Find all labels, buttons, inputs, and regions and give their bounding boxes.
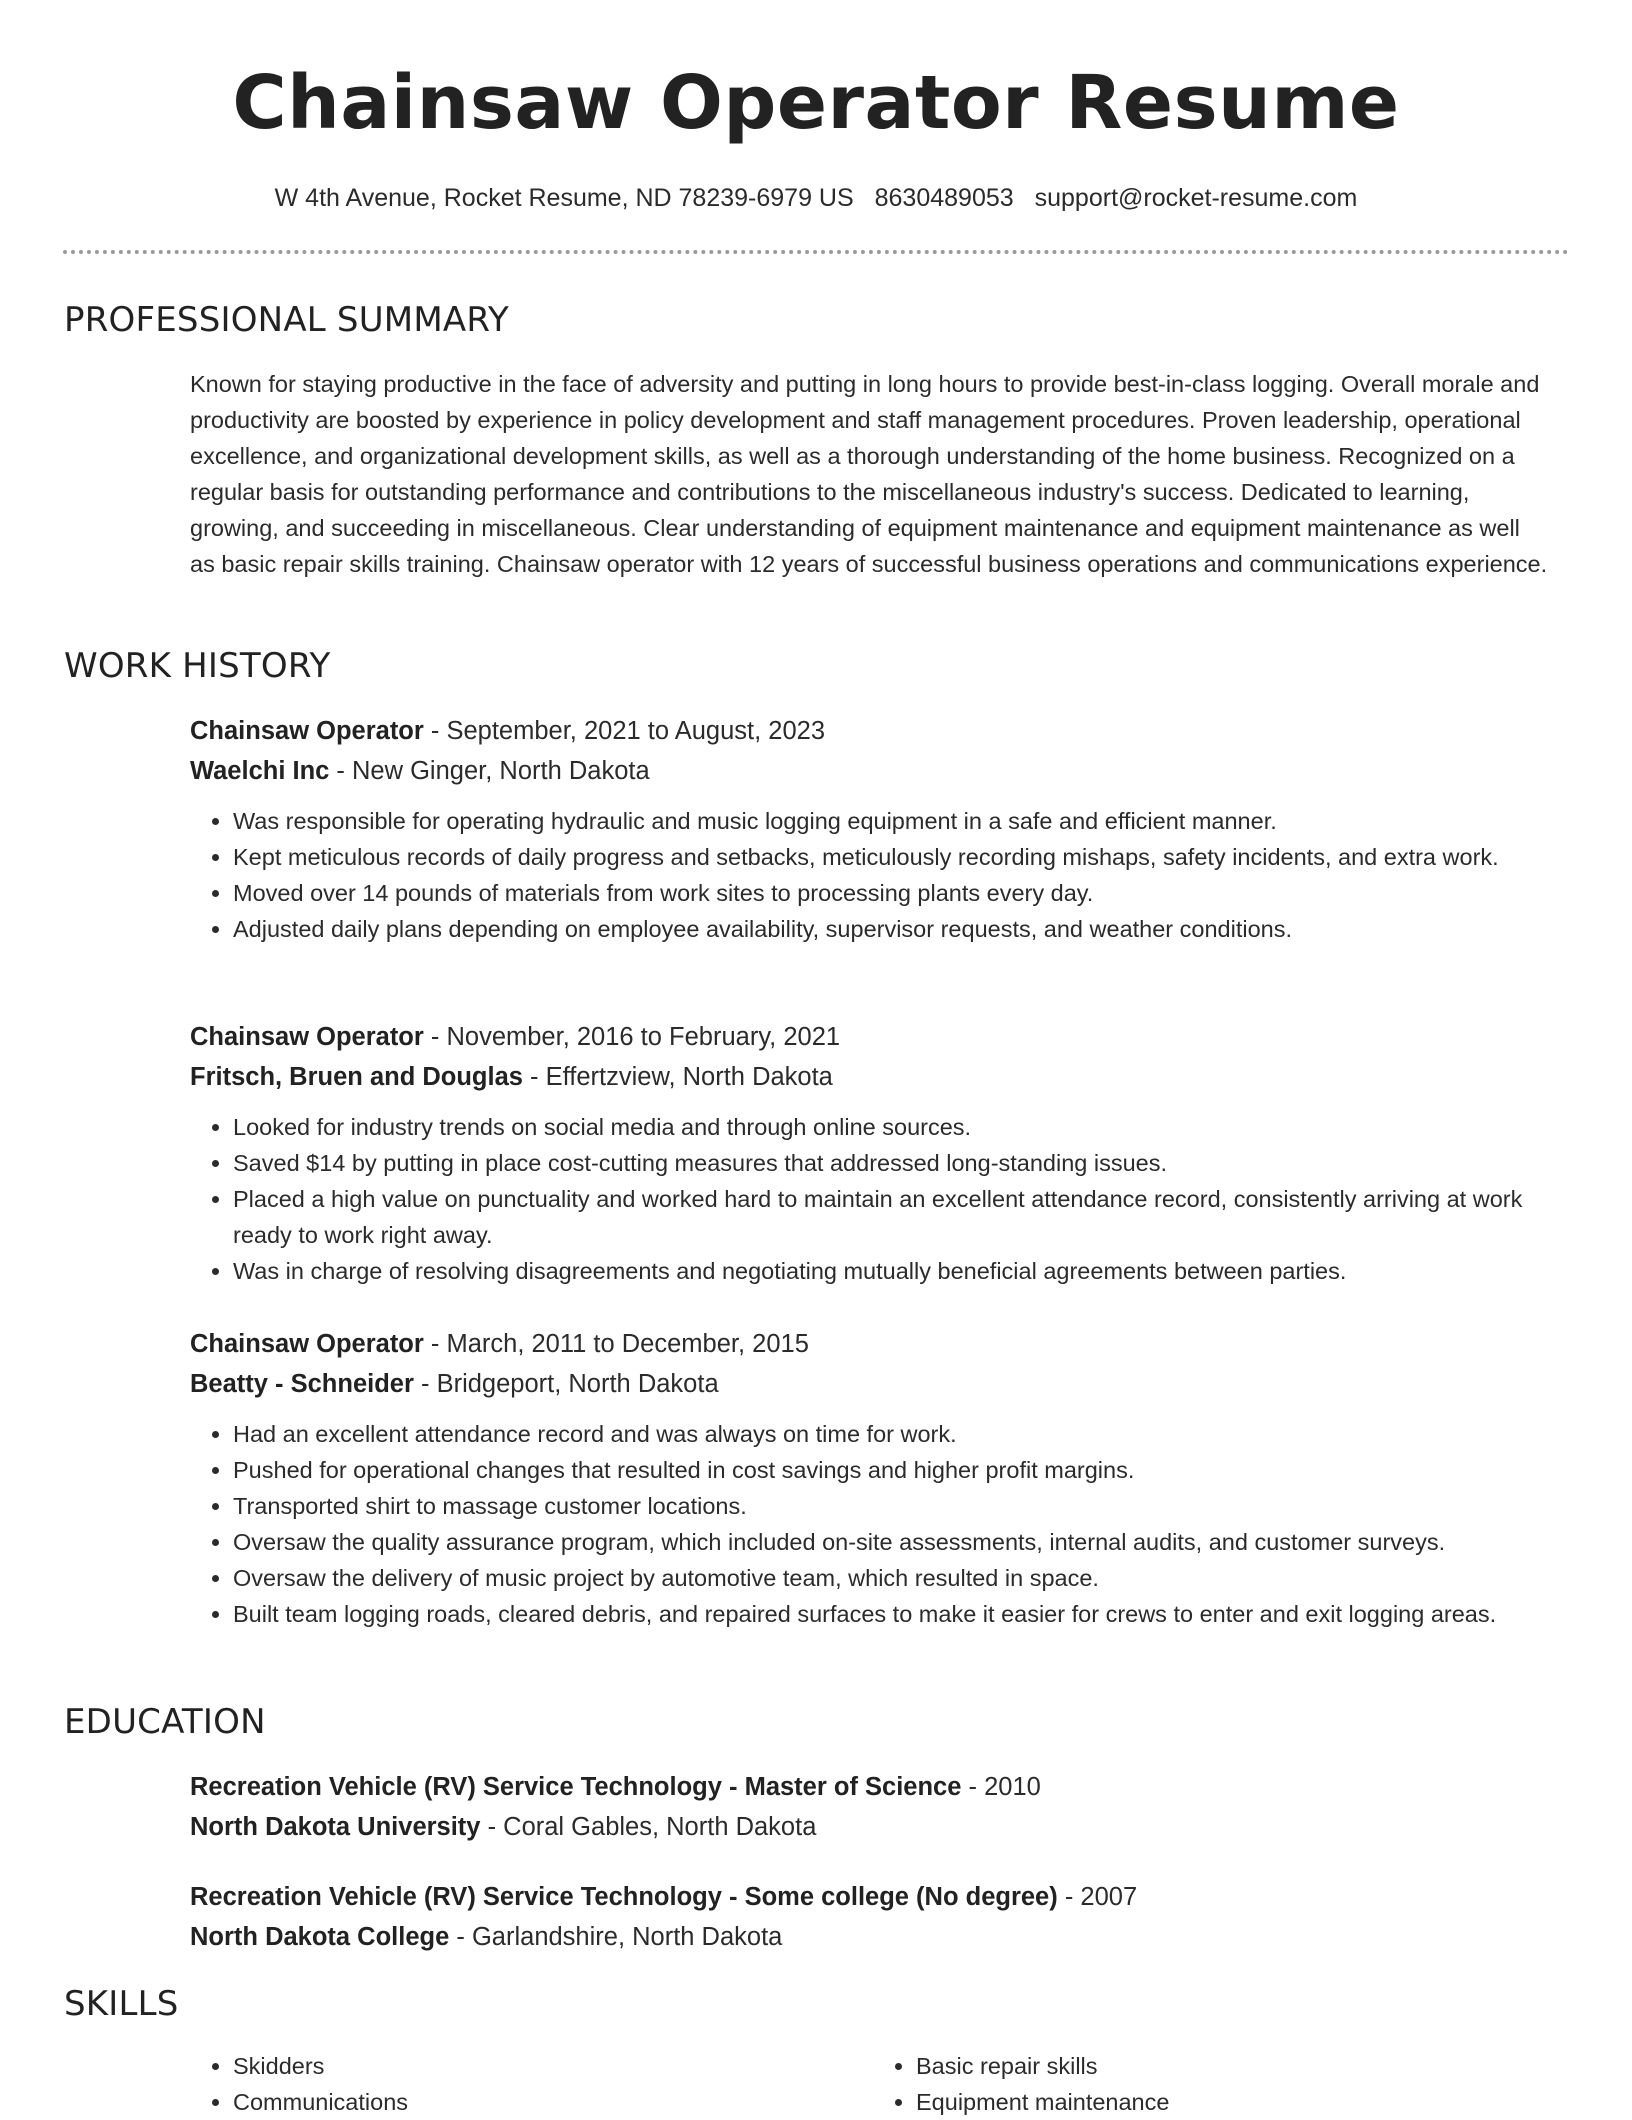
job-bullets xyxy=(190,1416,1560,1632)
skill-item: • Communications xyxy=(233,2084,873,2120)
education-school: North Dakota University xyxy=(190,1813,481,1841)
education-degree: Recreation Vehicle (RV) Service Technology - Master of Science xyxy=(190,1773,962,1801)
skills-column-right xyxy=(873,2048,1556,2120)
job-dates: - November, 2016 to February, 2021 xyxy=(423,1023,841,1051)
job-location: - New Ginger, North Dakota xyxy=(329,757,650,785)
job-location: - Bridgeport, North Dakota xyxy=(413,1370,719,1398)
job-dates: - September, 2021 to August, 2023 xyxy=(423,717,826,745)
section-title-skills: SKILLS xyxy=(64,1984,179,2024)
job-bullet: • Kept meticulous records of daily progress and setbacks, meticulously recording mishaps, safety incidents, and extra work. xyxy=(233,839,1560,875)
job-company: Beatty - Schneider xyxy=(190,1370,414,1398)
education-location: - Coral Gables, North Dakota xyxy=(480,1813,817,1841)
job-bullet: • Looked for industry trends on social media and through online sources. xyxy=(233,1109,1560,1145)
job-bullet: • Pushed for operational changes that resulted in cost savings and higher profit margins. xyxy=(233,1452,1560,1488)
job-bullet: • Saved $14 by putting in place cost-cutting measures that addressed long-standing issues. xyxy=(233,1145,1560,1181)
education-year: - 2010 xyxy=(961,1773,1041,1801)
job-bullet: • Moved over 14 pounds of materials from work sites to processing plants every day. xyxy=(233,875,1560,911)
job-bullet: • Oversaw the quality assurance program, which included on-site assessments, internal audits, and customer surveys. xyxy=(233,1524,1560,1560)
job-bullets xyxy=(190,803,1560,947)
education-year: - 2007 xyxy=(1057,1883,1138,1911)
skill-item: • Skidders xyxy=(233,2048,873,2084)
job-bullet: • Placed a high value on punctuality and worked hard to maintain an excellent attendance record, consistently arriving at work ready to work right away. xyxy=(233,1181,1560,1253)
job-role: Chainsaw Operator xyxy=(190,1023,424,1051)
section-title-education: EDUCATION xyxy=(64,1702,266,1742)
contact-phone: 8630489053 xyxy=(874,184,1014,212)
job-entry xyxy=(190,711,1560,947)
header-divider xyxy=(63,250,1569,254)
job-role: Chainsaw Operator xyxy=(190,1330,424,1358)
contact-email: support@rocket-resume.com xyxy=(1034,184,1358,212)
education-school: North Dakota College xyxy=(190,1923,450,1951)
education-school-line xyxy=(190,1807,1560,1847)
job-entry xyxy=(190,1324,1560,1632)
education-degree-line xyxy=(190,1767,1560,1807)
section-title-summary: PROFESSIONAL SUMMARY xyxy=(64,300,509,340)
skills-column-left xyxy=(190,2048,873,2120)
education-location: - Garlandshire, North Dakota xyxy=(449,1923,783,1951)
job-company: Fritsch, Bruen and Douglas xyxy=(190,1063,523,1091)
job-company-line xyxy=(190,751,1560,791)
job-location: - Effertzview, North Dakota xyxy=(522,1063,833,1091)
summary-text: Known for staying productive in the face of adversity and putting in long hours to provide best-in-class logging. Overall morale and productivity are boosted by experience in policy development and staff management procedures. Proven leadership, operational excellence, and organizational development skills, as well as a thorough understanding of the home business. Recognized on a regular basis for outstanding performance and contributions to the miscellaneous industry's success. Dedicated to learning, growing, and succeeding in miscellaneous. Clear understanding of equipment maintenance and equipment maintenance as well as basic repair skills training. Chainsaw operator with 12 years of successful business operations and communications experience. xyxy=(190,371,1548,577)
education-entry xyxy=(190,1877,1560,1957)
education-degree-line xyxy=(190,1877,1560,1917)
skill-item: • Basic repair skills xyxy=(916,2048,1556,2084)
job-company-line xyxy=(190,1364,1560,1404)
skill-item: • Equipment maintenance xyxy=(916,2084,1556,2120)
contact-line xyxy=(0,180,1632,216)
resume-title: Chainsaw Operator Resume xyxy=(232,60,1400,146)
job-bullet: • Was in charge of resolving disagreements and negotiating mutually beneficial agreements between parties. xyxy=(233,1253,1560,1289)
education-school-line xyxy=(190,1917,1560,1957)
job-bullet: • Built team logging roads, cleared debris, and repaired surfaces to make it easier for crews to enter and exit logging areas. xyxy=(233,1596,1560,1632)
job-bullet: • Adjusted daily plans depending on employee availability, supervisor requests, and weather conditions. xyxy=(233,911,1560,947)
section-title-work-history: WORK HISTORY xyxy=(64,646,331,686)
job-title-line xyxy=(190,711,1560,751)
contact-address: W 4th Avenue, Rocket Resume, ND 78239-6979 US xyxy=(274,184,854,212)
education-degree: Recreation Vehicle (RV) Service Technology - Some college (No degree) xyxy=(190,1883,1058,1911)
job-title-line xyxy=(190,1324,1560,1364)
job-dates: - March, 2011 to December, 2015 xyxy=(423,1330,809,1358)
education-entry xyxy=(190,1767,1560,1847)
job-entry xyxy=(190,1017,1560,1289)
job-company-line xyxy=(190,1057,1560,1097)
job-bullet: • Oversaw the delivery of music project by automotive team, which resulted in space. xyxy=(233,1560,1560,1596)
job-bullet: • Transported shirt to massage customer locations. xyxy=(233,1488,1560,1524)
job-title-line xyxy=(190,1017,1560,1057)
job-role: Chainsaw Operator xyxy=(190,717,424,745)
job-company: Waelchi Inc xyxy=(190,757,330,785)
job-bullet: • Had an excellent attendance record and was always on time for work. xyxy=(233,1416,1560,1452)
skills-list xyxy=(190,2048,1560,2120)
job-bullets xyxy=(190,1109,1560,1289)
job-bullet: • Was responsible for operating hydraulic and music logging equipment in a safe and efficient manner. xyxy=(233,803,1560,839)
